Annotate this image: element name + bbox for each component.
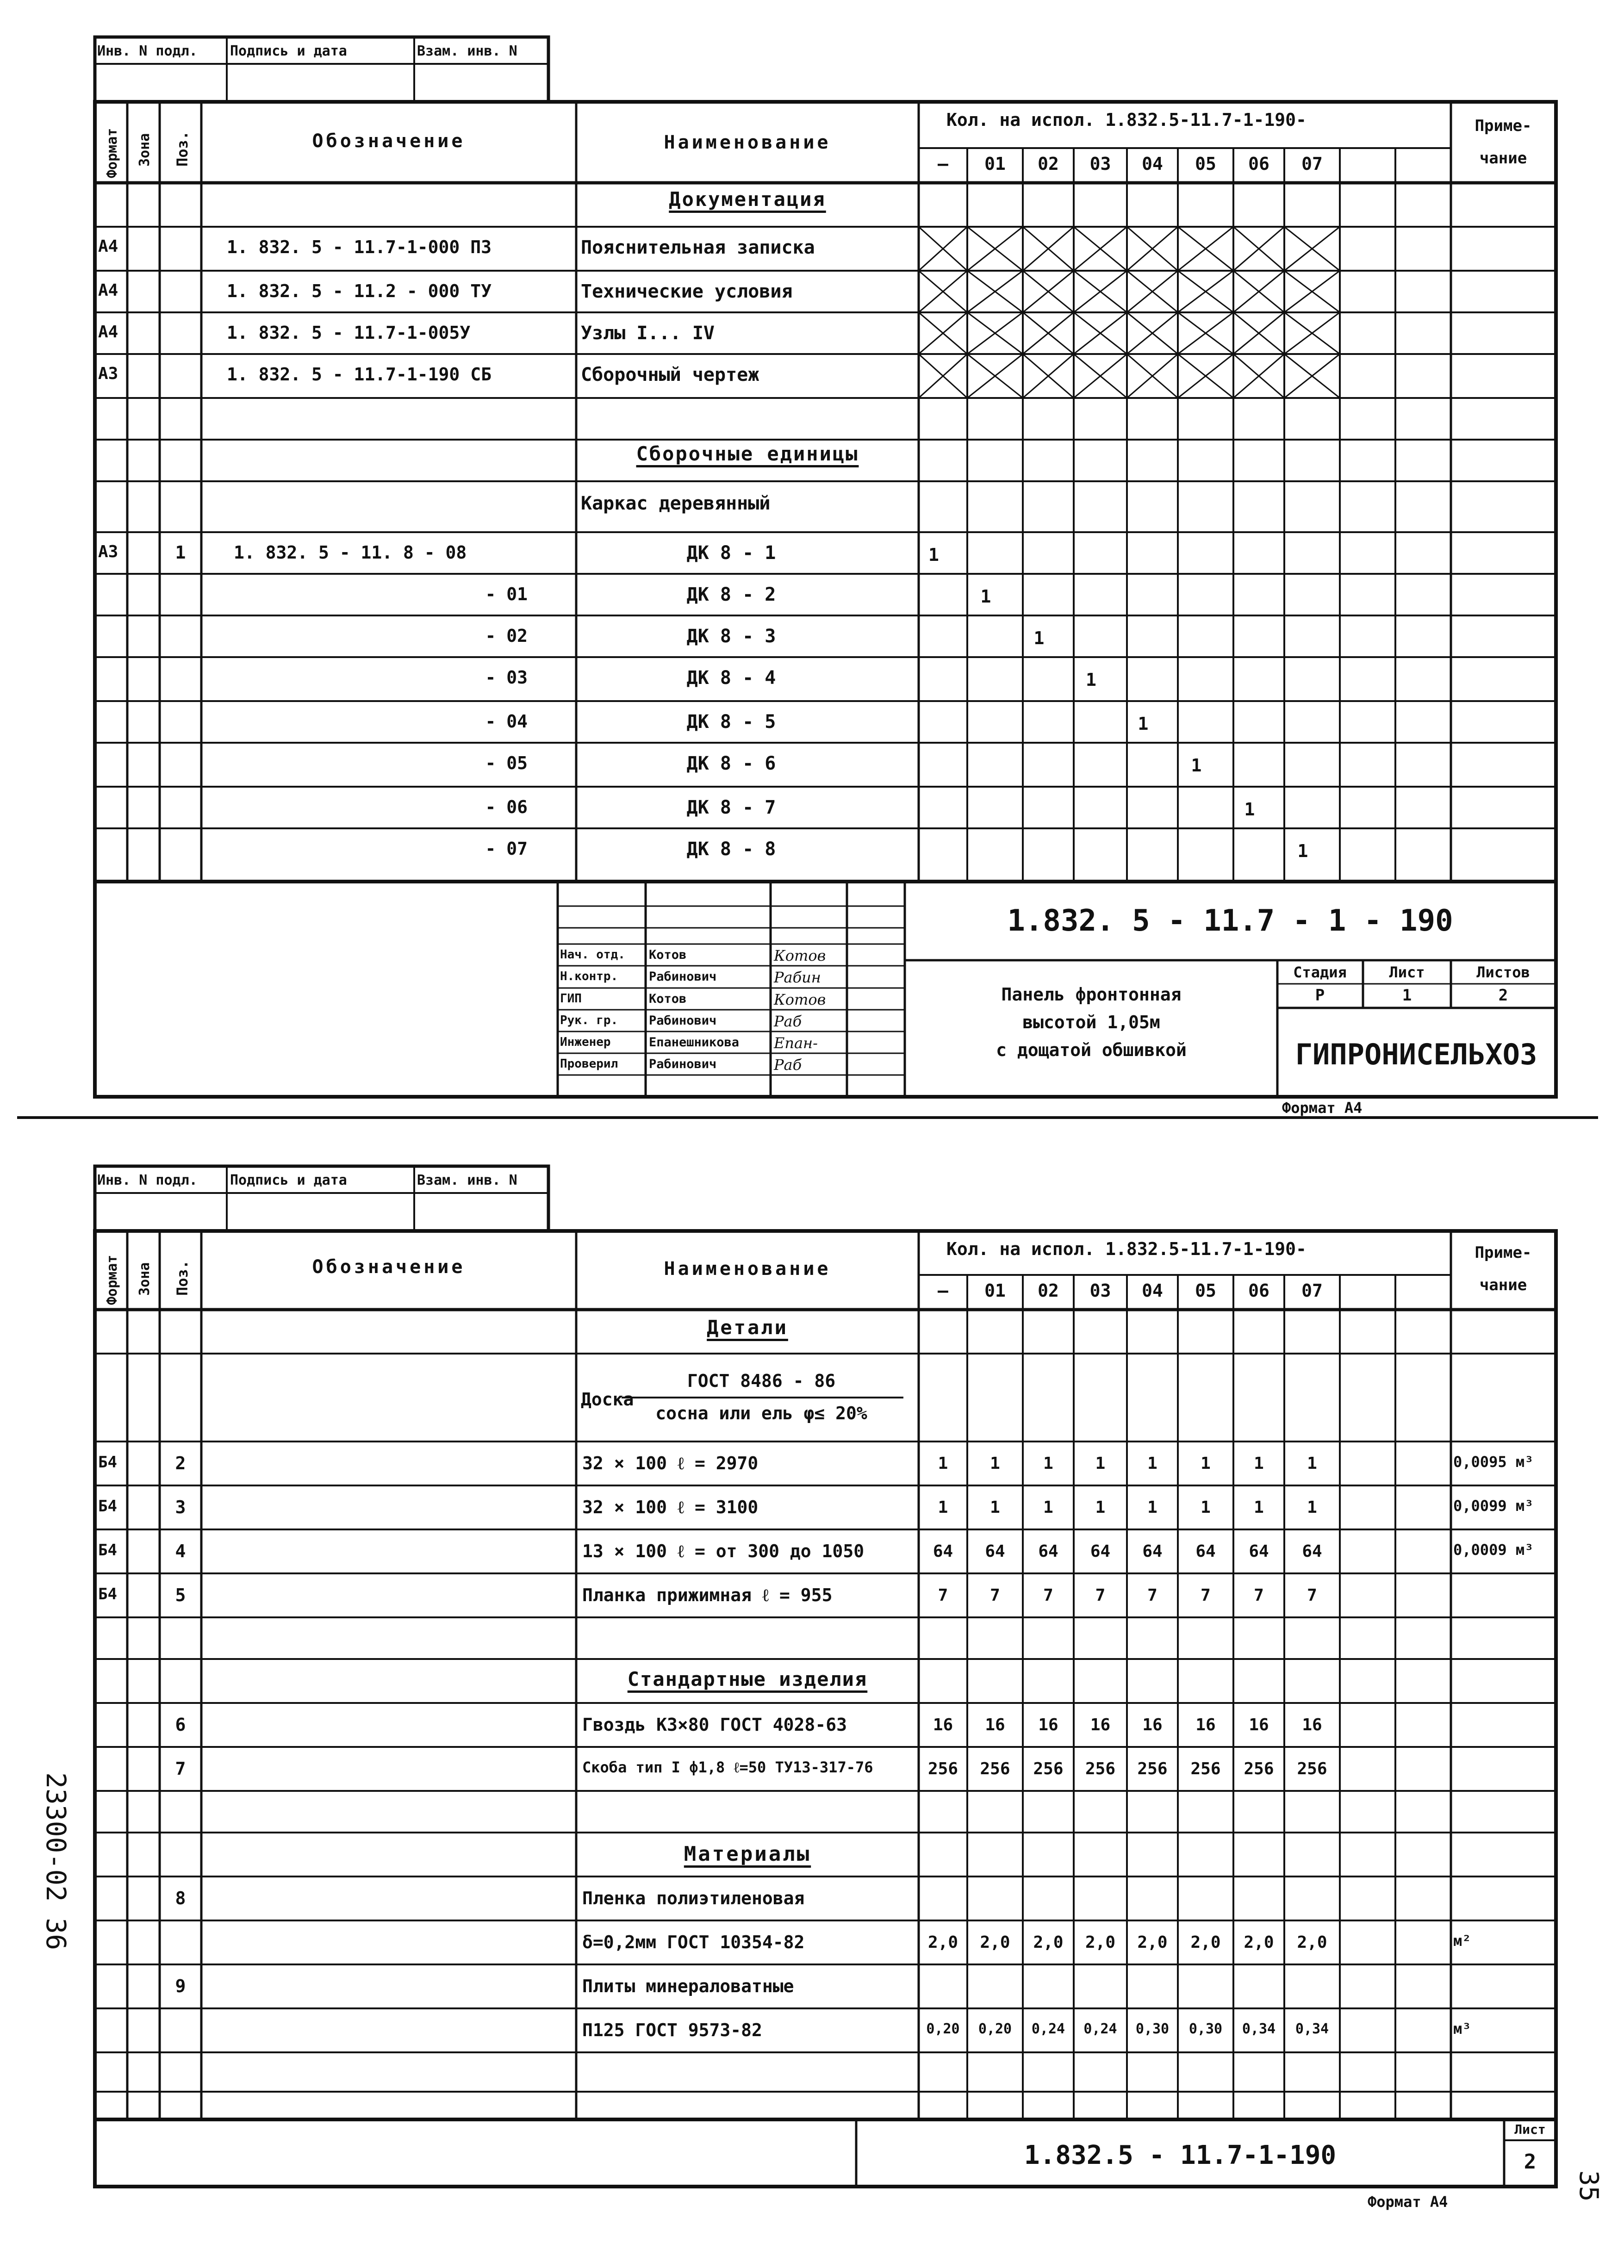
row-designation: 1. 832. 5 - 11.7-1-005У <box>227 323 471 343</box>
unit-qty: 1 <box>1033 628 1045 648</box>
person-signature: Котов <box>774 991 826 1008</box>
row-name: 32 × 100 ℓ = 2970 <box>582 1453 759 1473</box>
row-designation: 1. 832. 5 - 11.7-1-190 СБ <box>227 364 492 385</box>
unit-name: ДК 8 - 4 <box>686 667 776 689</box>
row-name: Пояснительная записка <box>581 237 815 258</box>
unit-designation: - 03 <box>485 667 528 688</box>
row-qty: 2,0 <box>927 1933 958 1952</box>
unit-name: ДК 8 - 1 <box>686 542 776 564</box>
row-qty: 1 <box>1254 1454 1264 1473</box>
person-role: Н.контр. <box>560 969 618 983</box>
title-line-2: высотой 1,05м <box>1022 1012 1160 1032</box>
row-qty: 1 <box>1307 1498 1317 1517</box>
row-qty: 7 <box>1043 1586 1053 1605</box>
row-note: 0,0009 м³ <box>1453 1541 1534 1559</box>
row-qty: 16 <box>1038 1715 1058 1734</box>
row-format: Б4 <box>98 1497 117 1516</box>
header-poz: Поз. <box>174 130 191 167</box>
format-label-2: Формат А4 <box>1368 2193 1448 2211</box>
unit-designation: - 04 <box>485 711 528 732</box>
row-qty: 0,34 <box>1295 2021 1329 2037</box>
section-materials: Материалы <box>684 1842 811 1866</box>
variant-col-header: 06 <box>1248 1280 1269 1301</box>
row-qty: 0,34 <box>1242 2021 1276 2037</box>
row-qty: 1 <box>990 1454 1000 1473</box>
row-qty: 1 <box>1201 1454 1211 1473</box>
row-format: А4 <box>98 237 118 256</box>
row-qty: 2,0 <box>1137 1933 1168 1952</box>
unit-qty: 1 <box>1244 799 1255 820</box>
header-zona-2: Зона <box>137 1262 153 1296</box>
row-format: А4 <box>98 323 118 342</box>
board-gost: ГОСТ 8486 - 86 <box>687 1371 836 1391</box>
row-qty: 256 <box>1244 1759 1274 1778</box>
row-qty: 256 <box>1190 1759 1221 1778</box>
row-qty: 256 <box>1033 1759 1064 1778</box>
row-qty: 256 <box>1137 1759 1168 1778</box>
row-qty: 7 <box>990 1586 1000 1605</box>
row-qty: 64 <box>1195 1542 1216 1561</box>
row-qty: 16 <box>933 1715 953 1734</box>
unit-name: ДК 8 - 5 <box>686 711 776 733</box>
variant-col-header: 06 <box>1248 154 1269 174</box>
row-pos: 5 <box>175 1585 186 1605</box>
variant-col-header: 03 <box>1089 1280 1111 1301</box>
row-pos: 7 <box>175 1758 186 1779</box>
row-qty: 16 <box>1142 1715 1163 1734</box>
row-qty: 2,0 <box>1244 1933 1274 1952</box>
side-number: 23300-02 36 <box>40 1772 72 1951</box>
footer-sheet-label: Лист <box>1514 2122 1546 2137</box>
row-designation: 1. 832. 5 - 11.7-1-000 ПЗ <box>227 237 492 257</box>
row-qty: 64 <box>1302 1542 1322 1561</box>
row-qty: 64 <box>1249 1542 1269 1561</box>
row-note: м² <box>1453 1932 1471 1950</box>
format-label-1: Формат А4 <box>1282 1099 1363 1117</box>
unit-name: ДК 8 - 2 <box>686 584 776 605</box>
row-name: 13 × 100 ℓ = от 300 до 1050 <box>582 1541 865 1561</box>
row-qty: 256 <box>1085 1759 1116 1778</box>
unit-name: ДК 8 - 6 <box>686 753 776 774</box>
row-qty: 256 <box>927 1759 958 1778</box>
row-format: А3 <box>98 364 118 383</box>
frame-label: Каркас деревянный <box>581 493 771 514</box>
sheet-label: Лист <box>1389 963 1425 981</box>
row-note: 0,0099 м³ <box>1453 1497 1534 1515</box>
unit-qty: 1 <box>1086 670 1096 690</box>
unit-designation: - 06 <box>485 797 528 817</box>
row-qty: 64 <box>1142 1542 1163 1561</box>
variant-col-header: 01 <box>984 154 1006 174</box>
row-qty: 64 <box>985 1542 1005 1561</box>
variant-col-header: — <box>938 1280 948 1301</box>
row-name: Пленка полиэтиленовая <box>582 1888 805 1908</box>
row-qty: 1 <box>1201 1498 1211 1517</box>
row-qty: 0,30 <box>1188 2021 1223 2037</box>
person-role: Инженер <box>560 1035 611 1049</box>
variant-col-header: — <box>938 154 948 174</box>
unit-qty: 1 <box>1297 841 1308 861</box>
row-qty: 0,20 <box>978 2021 1012 2037</box>
variant-col-header: 07 <box>1301 1280 1323 1301</box>
row-qty: 16 <box>1302 1715 1322 1734</box>
person-role: Проверил <box>560 1057 618 1071</box>
person-name: Котов <box>649 948 687 962</box>
row-qty: 1 <box>938 1498 948 1517</box>
row-qty: 7 <box>1254 1586 1264 1605</box>
unit-designation: - 02 <box>485 626 528 646</box>
unit-qty: 1 <box>1138 714 1149 734</box>
row-note: 0,0095 м³ <box>1453 1453 1534 1471</box>
row-pos: 2 <box>175 1453 186 1473</box>
person-name: Рабинович <box>649 969 717 984</box>
variant-col-header: 02 <box>1038 154 1059 174</box>
row-qty: 256 <box>980 1759 1010 1778</box>
person-role: Рук. гр. <box>560 1013 618 1027</box>
stamp-inv-podl: Инв. N подл. <box>97 43 198 59</box>
row-qty: 64 <box>1090 1542 1111 1561</box>
variant-col-header: 07 <box>1301 154 1323 174</box>
row-qty: 0,24 <box>1083 2021 1117 2037</box>
stage-value: Р <box>1315 986 1325 1005</box>
board-label: Доска <box>581 1389 634 1410</box>
section-documentation: Документация <box>669 188 826 211</box>
row-qty: 1 <box>1095 1498 1106 1517</box>
variant-col-header: 01 <box>984 1280 1006 1301</box>
row-qty: 2,0 <box>1297 1933 1327 1952</box>
row-qty: 1 <box>938 1454 948 1473</box>
row-qty: 2,0 <box>1085 1933 1116 1952</box>
section-assembly-units: Сборочные единицы <box>636 442 859 465</box>
row-pos: 4 <box>175 1541 186 1561</box>
row-qty: 16 <box>1090 1715 1111 1734</box>
row-qty: 2,0 <box>1033 1933 1064 1952</box>
row-qty: 64 <box>1038 1542 1058 1561</box>
row-qty: 1 <box>1095 1454 1106 1473</box>
stamp-vzam-inv: Взам. инв. N <box>417 43 517 59</box>
row-qty: 1 <box>1043 1454 1053 1473</box>
unit-designation: - 07 <box>485 839 528 859</box>
person-role: Нач. отд. <box>560 948 625 962</box>
row-designation: 1. 832. 5 - 11.2 - 000 ТУ <box>227 281 492 301</box>
person-signature: Рабин <box>774 969 821 986</box>
header-format: Формат <box>104 128 120 178</box>
row-pos: 9 <box>175 1976 186 1996</box>
board-spec: сосна или ель φ≤ 20% <box>655 1403 867 1423</box>
row-qty: 256 <box>1297 1759 1327 1778</box>
unit-designation: 1. 832. 5 - 11. 8 - 08 <box>234 542 467 563</box>
title-line-1: Панель фронтонная <box>1001 984 1182 1005</box>
header-naimenovanie: Наименование <box>664 132 831 153</box>
row-qty: 2,0 <box>980 1933 1010 1952</box>
row-qty: 2,0 <box>1190 1933 1221 1952</box>
header-naimenovanie-2: Наименование <box>664 1258 831 1280</box>
row-qty: 16 <box>1195 1715 1216 1734</box>
row-qty: 1 <box>990 1498 1000 1517</box>
unit-qty: 1 <box>1191 755 1202 776</box>
row-name: Гвоздь К3×80 ГОСТ 4028-63 <box>582 1715 847 1735</box>
header-kol-na-ispol: Кол. на испол. 1.832.5-11.7-1-190- <box>946 110 1307 130</box>
footer-code: 1.832.5 - 11.7-1-190 <box>1024 2140 1337 2170</box>
unit-qty: 1 <box>928 545 939 565</box>
footer-sheet-value: 2 <box>1524 2150 1537 2174</box>
row-name: Плиты минераловатные <box>582 1976 794 1996</box>
header-poz-2: Поз. <box>174 1260 191 1296</box>
row-name: Узлы I... IV <box>581 323 715 344</box>
page-number: 35 <box>1574 2170 1604 2202</box>
header-oboznachenie-2: Обозначение <box>312 1256 466 1278</box>
variant-col-header: 03 <box>1089 154 1111 174</box>
header-primech-1-2: Приме- <box>1475 1243 1532 1262</box>
header-zona: Зона <box>137 133 153 167</box>
row-qty: 7 <box>1307 1586 1317 1605</box>
row-name: П125 ГОСТ 9573-82 <box>582 2020 762 2040</box>
section-standard: Стандартные изделия <box>627 1668 868 1690</box>
row-qty: 16 <box>1249 1715 1269 1734</box>
person-role: ГИП <box>560 992 582 1006</box>
person-name: Рабинович <box>649 1057 717 1071</box>
row-qty: 1 <box>1147 1498 1157 1517</box>
unit-name: ДК 8 - 7 <box>686 797 776 818</box>
header-format-2: Формат <box>104 1255 120 1305</box>
variant-col-header: 04 <box>1142 1280 1163 1301</box>
unit-designation: - 05 <box>485 753 528 773</box>
person-name: Котов <box>649 992 687 1006</box>
header-primech-2-2: чание <box>1479 1276 1527 1294</box>
sheets-value: 2 <box>1498 986 1508 1005</box>
row-name: Планка прижимная ℓ = 955 <box>582 1585 833 1605</box>
section-details: Детали <box>707 1316 788 1339</box>
unit-format: А3 <box>98 542 118 561</box>
person-name: Епанешникова <box>649 1035 740 1050</box>
unit-designation: - 01 <box>485 584 528 604</box>
person-name: Рабинович <box>649 1013 717 1028</box>
row-pos: 6 <box>175 1715 186 1735</box>
stamp-signature-date: Подпись и дата <box>230 43 347 59</box>
header-oboznachenie: Обозначение <box>312 130 466 152</box>
row-note: м³ <box>1453 2020 1471 2038</box>
row-qty: 1 <box>1254 1498 1264 1517</box>
sheets-label: Листов <box>1476 963 1530 981</box>
row-qty: 7 <box>1095 1586 1106 1605</box>
row-qty: 16 <box>985 1715 1005 1734</box>
person-signature: Епан- <box>774 1034 818 1052</box>
stamp-inv-podl-2: Инв. N подл. <box>97 1172 198 1188</box>
row-format: А4 <box>98 281 118 300</box>
unit-pos: 1 <box>175 542 186 563</box>
variant-col-header: 05 <box>1195 1280 1216 1301</box>
row-qty: 0,24 <box>1031 2021 1065 2037</box>
variant-col-header: 02 <box>1038 1280 1059 1301</box>
row-qty: 64 <box>933 1542 953 1561</box>
title-line-3: с дощатой обшивкой <box>996 1040 1187 1060</box>
stamp-signature-date-2: Подпись и дата <box>230 1172 347 1188</box>
header-primech-1: Приме- <box>1475 117 1532 135</box>
row-qty: 0,20 <box>926 2021 960 2037</box>
title-code: 1.832. 5 - 11.7 - 1 - 190 <box>1007 904 1453 938</box>
unit-name: ДК 8 - 8 <box>686 839 776 860</box>
variant-col-header: 05 <box>1195 154 1216 174</box>
variant-col-header: 04 <box>1142 154 1163 174</box>
header-primech-2: чание <box>1479 149 1527 168</box>
header-kol-na-ispol-2: Кол. на испол. 1.832.5-11.7-1-190- <box>946 1239 1307 1259</box>
row-qty: 0,30 <box>1135 2021 1170 2037</box>
unit-name: ДК 8 - 3 <box>686 626 776 647</box>
row-qty: 1 <box>1147 1454 1157 1473</box>
row-name: 32 × 100 ℓ = 3100 <box>582 1497 759 1517</box>
person-signature: Раб <box>774 1056 802 1074</box>
stamp-vzam-inv-2: Взам. инв. N <box>417 1172 517 1188</box>
org-name: ГИПРОНИСЕЛЬХОЗ <box>1295 1038 1537 1071</box>
row-qty: 7 <box>1147 1586 1157 1605</box>
row-name: Скоба тип I ф1,8 ℓ=50 ТУ13-317-76 <box>582 1758 873 1776</box>
person-signature: Раб <box>774 1013 802 1030</box>
row-format: Б4 <box>98 1585 117 1603</box>
unit-qty: 1 <box>980 586 991 607</box>
person-signature: Котов <box>774 947 826 964</box>
row-name: Сборочный чертеж <box>581 364 759 385</box>
row-format: Б4 <box>98 1453 117 1472</box>
row-qty: 1 <box>1043 1498 1053 1517</box>
stage-label: Стадия <box>1293 963 1347 981</box>
row-pos: 3 <box>175 1497 186 1517</box>
row-qty: 7 <box>1201 1586 1211 1605</box>
row-qty: 1 <box>1307 1454 1317 1473</box>
row-format: Б4 <box>98 1541 117 1560</box>
row-name: Технические условия <box>581 281 793 302</box>
row-qty: 7 <box>938 1586 948 1605</box>
row-pos: 8 <box>175 1888 186 1908</box>
row-name: δ=0,2мм ГОСТ 10354-82 <box>582 1932 805 1952</box>
sheet-value: 1 <box>1402 986 1412 1005</box>
